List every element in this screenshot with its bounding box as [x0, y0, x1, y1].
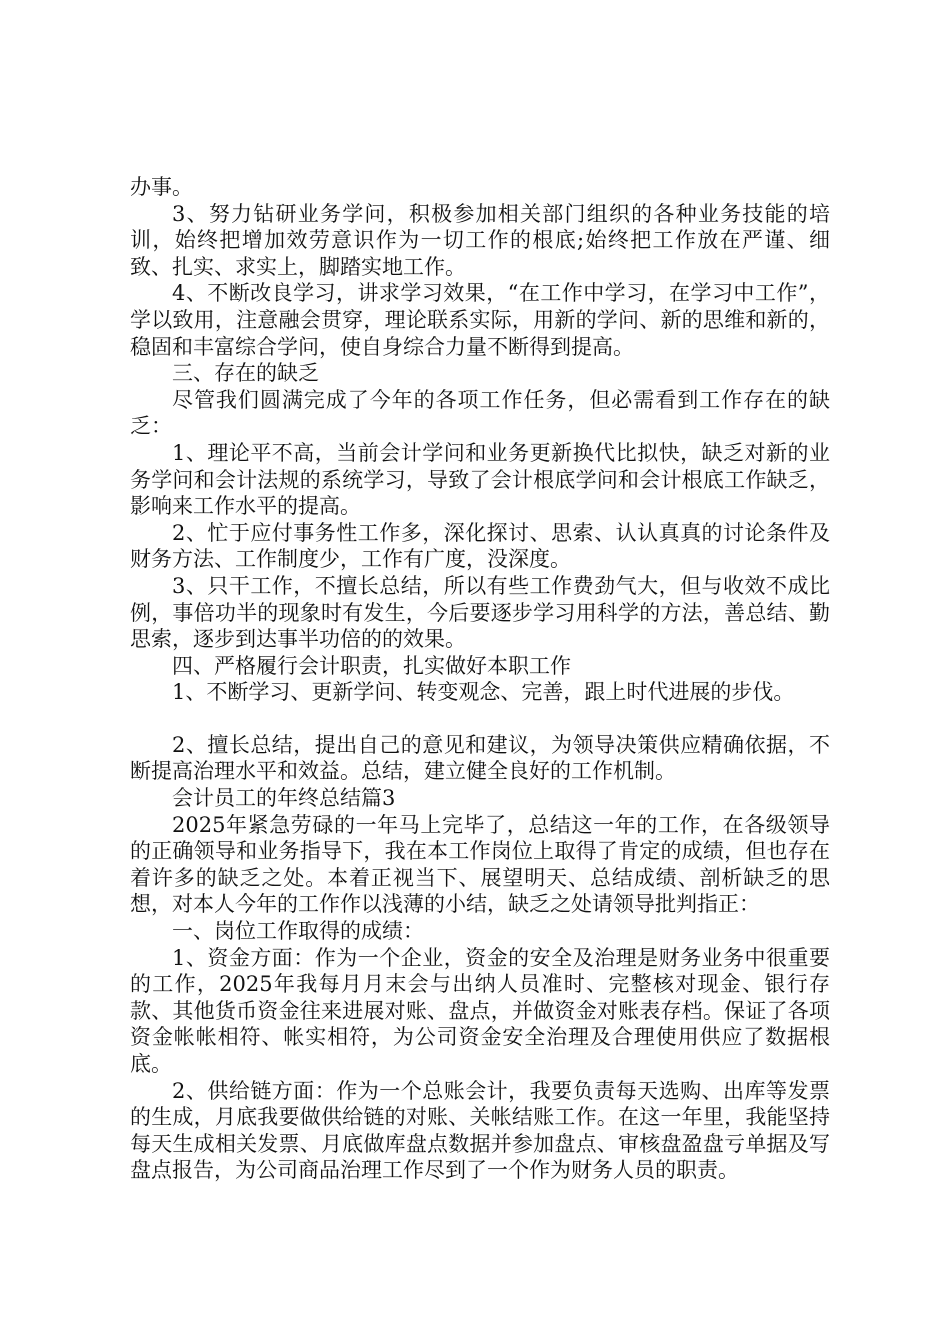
paragraph: 2025年紧急劳碌的一年马上完毕了，总结这一年的工作，在各级领导的正确领导和业务指导下，我在本工作岗位上取得了肯定的成绩，但也存在着许多的缺乏之处。本着正视当下、展望明天、总结成绩、剖析缺乏的思想，对本人今年的工作作以浅薄的小结，缺乏之处请领导批判指正： — [130, 812, 830, 917]
paragraph: 1、理论平不高，当前会计学问和业务更新换代比拟快，缺乏对新的业务学问和会计法规的系统学习，导致了会计根底学问和会计根底工作缺乏，影响来工作水平的提高。 — [130, 440, 830, 519]
article-title: 会计员工的年终总结篇3 — [172, 786, 396, 811]
document-body — [130, 174, 830, 1184]
section-heading: 四、严格履行会计职责，扎实做好本职工作 — [172, 653, 571, 678]
section-heading: 三、存在的缺乏 — [172, 361, 319, 386]
paragraph: 办事。 — [130, 175, 193, 199]
paragraph: 1、资金方面：作为一个企业，资金的安全及治理是财务业务中很重要的工作，2025年我每月月末会与出纳人员准时、完整核对现金、银行存款、其他货币资金往来进展对账、盘点，并做资金对账表存档。保证了各项资金帐帐相符、帐实相符，为公司资金安全治理及合理使用供应了数据根底。 — [130, 945, 830, 1076]
paragraph: 尽管我们圆满完成了今年的各项工作任务，但必需看到工作存在的缺乏： — [130, 387, 830, 439]
paragraph: 2、供给链方面：作为一个总账会计，我要负责每天选购、出库等发票的生成，月底我要做供给链的对账、关帐结账工作。在这一年里，我能坚持每天生成相关发票、月底做库盘点数据并参加盘点、审核盘盈盘亏单据及写盘点报告，为公司商品治理工作尽到了一个作为财务人员的职责。 — [130, 1078, 830, 1183]
paragraph: 2、忙于应付事务性工作多，深化探讨、思索、认认真真的讨论条件及财务方法、工作制度少，工作有广度，没深度。 — [130, 520, 830, 572]
paragraph: 3、努力钻研业务学问，积极参加相关部门组织的各种业务技能的培训，始终把增加效劳意识作为一切工作的根底;始终把工作放在严谨、细致、扎实、求实上，脚踏实地工作。 — [130, 201, 830, 279]
paragraph: 4、不断改良学习，讲求学习效果，“在工作中学习，在学习中工作”，学以致用，注意融会贯穿，理论联系实际，用新的学问、新的思维和新的，稳固和丰富综合学问，使自身综合力量不断得到提高。 — [130, 281, 830, 359]
section-heading: 一、岗位工作取得的成绩： — [172, 919, 424, 944]
paragraph: 1、不断学习、更新学问、转变观念、完善，跟上时代进展的步伐。 — [172, 680, 795, 705]
paragraph: 3、只干工作，不擅长总结，所以有些工作费劲气大，但与收效不成比例，事倍功半的现象时有发生，今后要逐步学习用科学的方法，善总结、勤思索，逐步到达事半功倍的的效果。 — [130, 573, 830, 652]
paragraph: 2、擅长总结，提出自己的意见和建议，为领导决策供应精确依据，不断提高治理水平和效益。总结，建立健全良好的工作机制。 — [130, 732, 830, 784]
